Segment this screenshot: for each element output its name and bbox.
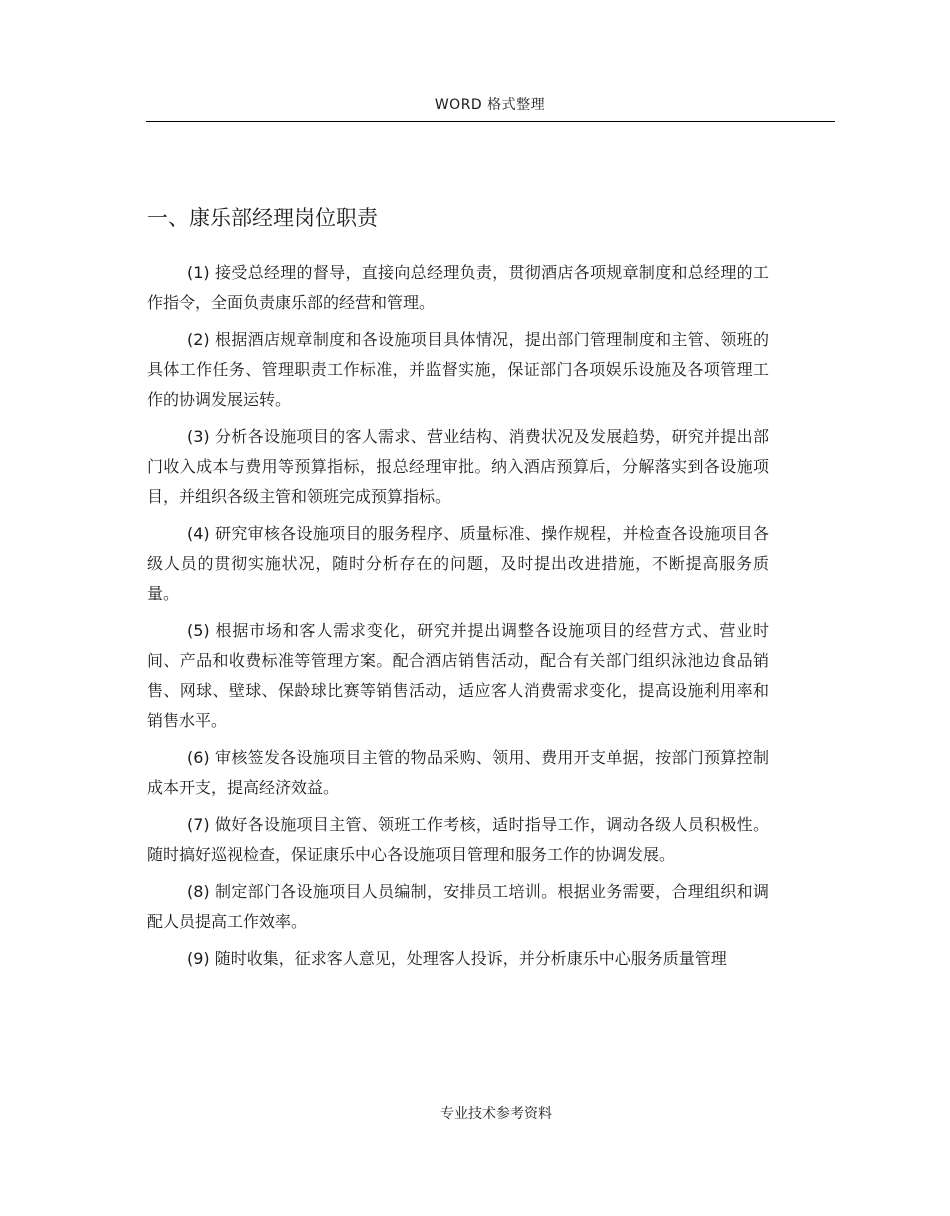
paragraph: (5) 根据市场和客人需求变化，研究并提出调整各设施项目的经营方式、营业时间、产品和收费标准等管理方案。配合酒店销售活动，配合有关部门组织泳池边食品销售、网球、壁球、保龄球比赛等销售活动，适应客人消费需求变化，提高设施利用率和销售水平。 (147, 621, 769, 730)
page-header: WORD 格式整理 (434, 97, 546, 113)
paragraph: (8) 制定部门各设施项目人员编制，安排员工培训。根据业务需要，合理组织和调配人员提高工作效率。 (147, 882, 769, 931)
paragraph: (9) 随时收集，征求客人意见，处理客人投诉，并分析康乐中心服务质量管理 (187, 949, 727, 968)
paragraph: (6) 审核签发各设施项目主管的物品采购、领用、费用开支单据，按部门预算控制成本开支，提高经济效益。 (147, 748, 769, 797)
paragraph: (2) 根据酒店规章制度和各设施项目具体情况，提出部门管理制度和主管、领班的具体工作任务、管理职责工作标准，并监督实施，保证部门各项娱乐设施及各项管理工作的协调发展运转。 (147, 330, 769, 409)
header-divider (146, 121, 835, 122)
page-footer: 专业技术参考资料 (440, 1106, 552, 1122)
paragraph: (4) 研究审核各设施项目的服务程序、质量标准、操作规程，并检查各设施项目各级人员的贯彻实施状况，随时分析存在的问题，及时提出改进措施，不断提高服务质量。 (147, 524, 769, 603)
paragraph: (1) 接受总经理的督导，直接向总经理负责，贯彻酒店各项规章制度和总经理的工作指令，全面负责康乐部的经营和管理。 (147, 263, 769, 312)
body-text (147, 258, 769, 981)
section-title: 一、康乐部经理岗位职责 (147, 206, 378, 230)
paragraph: (7) 做好各设施项目主管、领班工作考核，适时指导工作，调动各级人员积极性。随时搞好巡视检查，保证康乐中心各设施项目管理和服务工作的协调发展。 (147, 815, 769, 864)
paragraph: (3) 分析各设施项目的客人需求、营业结构、消费状况及发展趋势，研究并提出部门收入成本与费用等预算指标，报总经理审批。纳入酒店预算后，分解落实到各设施项目，并组织各级主管和领班完成预算指标。 (147, 427, 769, 506)
